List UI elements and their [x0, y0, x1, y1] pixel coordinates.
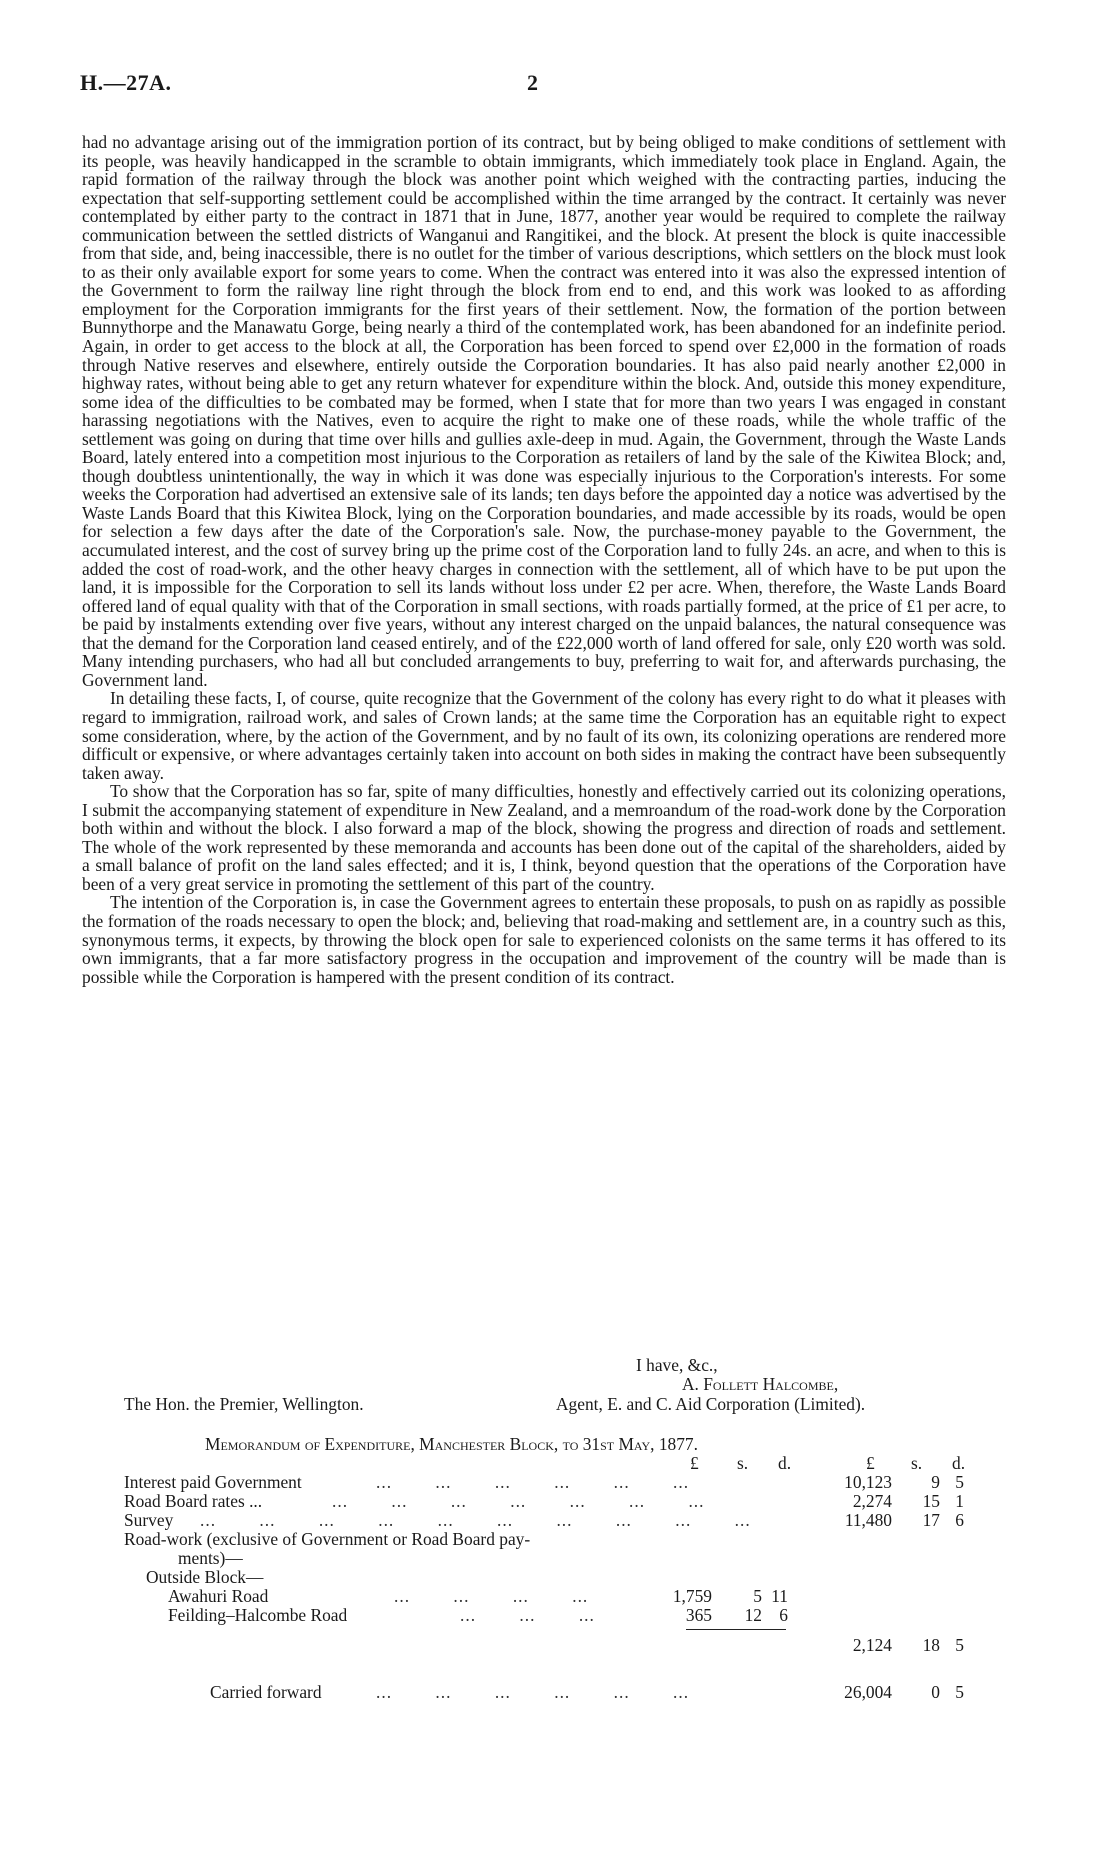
col-header-pence: d. [778, 1453, 792, 1473]
document-reference: H.—27A. [80, 70, 172, 95]
col-header-pounds: £ [866, 1453, 875, 1473]
leader-dots: ... ... ... ... [394, 1586, 589, 1606]
agent-title: Agent, E. and C. Aid Corporation (Limited). [556, 1394, 866, 1414]
signatory: A. Follett Halcombe, [682, 1374, 839, 1394]
addressee: The Hon. the Premier, Wellington. [124, 1394, 364, 1414]
leader-dots: ... ... ... ... ... ... [376, 1682, 690, 1702]
memo-row-label: Survey [124, 1510, 174, 1530]
carried-forward-shillings: 0 [931, 1682, 940, 1702]
memorandum-title: Memorandum of Expenditure, Manchester Block, to 31st May, 1877. [205, 1434, 698, 1454]
memo-row-label: Outside Block— [146, 1567, 264, 1587]
paragraph: To show that the Corporation has so far, spite of many difficulties, honestly and effectively carried out its colonizing operations, I submit the accompanying statement of expenditure in New Zealand, and a memroandum of the road-work done by the Corporation both within and without the block. I also forward a map of the block, showing the progress and direction of roads and settlement. The whole of the work represented by these memoranda and accounts has been done out of the capital of the shareholders, aided by a small balance of profit on the land sales effected; and it is, I think, beyond question that the operations of the Corporation have been of a very great service in promoting the settlement of this part of the country. [82, 781, 1006, 894]
paragraph: In detailing these facts, I, of course, quite recognize that the Government of the colony has every right to do what it pleases with regard to immigration, railroad work, and sales of Crown lands; at the same time the Corporation has an equitable right to expect some consideration, where, by the action of the Government, and by no fault of its own, its colonizing operations are rendered more difficult or expensive, or where advantages certainly taken into account on both sides in making the contract have been subsequently taken away. [82, 688, 1006, 783]
col-header-pounds: £ [690, 1453, 699, 1473]
amount-pence: 6 [955, 1510, 964, 1530]
memo-row-label: Interest paid Government [124, 1472, 302, 1492]
subtotal-pence: 5 [955, 1635, 964, 1655]
amount-pence: 11 [771, 1586, 788, 1606]
col-header-pence: d. [952, 1453, 966, 1473]
leader-dots: ... ... ... [460, 1605, 595, 1625]
amount-pounds: 11,480 [844, 1510, 892, 1530]
col-header-shillings: s. [737, 1453, 749, 1473]
subtotal-rule [686, 1629, 786, 1630]
amount-shillings: 5 [753, 1586, 762, 1606]
carried-forward-pence: 5 [955, 1682, 964, 1702]
memo-row-label: Awahuri Road [168, 1586, 269, 1606]
carried-forward-label: Carried forward [210, 1682, 322, 1702]
amount-pounds: 365 [685, 1605, 712, 1625]
memo-row-label: Road-work (exclusive of Government or Road Board pay- [124, 1529, 531, 1549]
amount-shillings: 12 [744, 1605, 762, 1625]
memo-row-label: Feilding–Halcombe Road [168, 1605, 348, 1625]
page-number: 2 [527, 70, 538, 95]
amount-pence: 1 [955, 1491, 964, 1511]
leader-dots: ... ... ... ... ... ... ... ... ... ... [200, 1510, 751, 1530]
amount-pounds: 10,123 [844, 1472, 892, 1492]
subtotal-pounds: 2,124 [852, 1635, 892, 1655]
salutation: I have, &c., [636, 1355, 718, 1375]
amount-pence: 5 [955, 1472, 964, 1492]
subtotal-shillings: 18 [922, 1635, 940, 1655]
col-header-shillings: s. [911, 1453, 923, 1473]
paragraph: The intention of the Corporation is, in case the Government agrees to entertain these proposals, to push on as rapidly as possible the formation of the roads necessary to open the block; and, believing that road-making and settlement are, in a country such as this, synonymous terms, it expects, by throwing the block open for sale to experienced colonists on the same terms it has offered to its own immigrants, that a far more satisfactory progress in the occupation and improvement of the country will be made than is possible while the Corporation is hampered with the present condition of its contract. [82, 892, 1006, 987]
amount-pounds: 2,274 [852, 1491, 892, 1511]
memo-row-label-continued: ments)— [178, 1548, 243, 1568]
carried-forward-pounds: 26,004 [844, 1682, 892, 1702]
leader-dots: ... ... ... ... ... ... [376, 1472, 690, 1492]
amount-shillings: 15 [922, 1491, 940, 1511]
amount-pounds: 1,759 [672, 1586, 712, 1606]
amount-shillings: 9 [931, 1472, 940, 1492]
memo-row-label: Road Board rates ... [124, 1491, 263, 1511]
amount-pence: 6 [779, 1605, 788, 1625]
amount-shillings: 17 [922, 1510, 940, 1530]
letter-body [82, 133, 1006, 986]
leader-dots: ... ... ... ... ... ... ... [332, 1491, 705, 1511]
paragraph: had no advantage arising out of the immigration portion of its contract, but by being obliged to make conditions of settlement with its people, was heavily handicapped in the scramble to obtain immigrants, which immediately took place in England. Again, the rapid formation of the railway through the block was another point which weighed with the contracting parties, inducing the expectation that self-supporting settlement could be accomplished within the time arranged by the contract. It certainly was never contemplated by either party to the contract in 1871 that in June, 1877, another year would be required to complete the railway communication between the settled districts of Wanganui and Rangitikei, and the block. At present the block is quite inaccessible from that side, and, being inaccessible, there is no outlet for the timber of various descriptions, which settlers on the block must look to as their only available export for some years to come. When the contract was entered into it was also the expressed intention of the Government to form the railway line right through the block from end to end, and this work was looked to as affording employment for the Corporation immigrants for the first years of their settlement. Now, the formation of the portion between Bunnythorpe and the Manawatu Gorge, being nearly a third of the contemplated work, has been abandoned for an indefinite period. Again, in order to get access to the block at all, the Corporation has been forced to spend over £2,000 in the formation of roads through Native reserves and elsewhere, entirely outside the Corporation boundaries. It has also paid nearly another £2,000 in highway rates, without being able to get any return whatever for expenditure within the block. And, outside this money expenditure, some idea of the difficulties to be combated may be formed, when I state that for more than two years I was engaged in constant harassing negotiations with the Natives, even to acquire the right to make one of these roads, while the whole traffic of the settlement was going on during that time over hills and gullies axle-deep in mud. Again, the Government, through the Waste Lands Board, lately entered into a competition most injurious to the Corporation as retailers of land by the sale of the Kiwitea Block; and, though doubtless unintentionally, the way in which it was done was especially injurious to the Corporation's interests. For some weeks the Corporation had advertised an extensive sale of its lands; ten days before the appointed day a notice was advertised by the Waste Lands Board that this Kiwitea Block, lying on the Corporation boundaries, and made accessible by its roads, would be open for selection a few days after the date of the Corporation's sale. Now, the purchase-money payable to the Government, the accumulated interest, and the cost of survey bring up the prime cost of the Corporation land to fully 24s. an acre, and when to this is added the cost of road-work, and the other heavy charges in connection with the settlement, all of which have to be put upon the land, it is impossible for the Corporation to sell its lands without loss under £2 per acre. When, therefore, the Waste Lands Board offered land of equal quality with that of the Corporation in small sections, with roads partially formed, at the price of £1 per acre, to be paid by instalments extending over five years, without any interest charged on the unpaid balances, the natural consequence was that the demand for the Corporation land ceased entirely, and of the £22,000 worth of land offered for sale, only £20 worth was sold. Many intending purchasers, who had all but concluded arrangements to buy, preferring to wait for, and afterwards purchasing, the Government land. [82, 132, 1006, 690]
